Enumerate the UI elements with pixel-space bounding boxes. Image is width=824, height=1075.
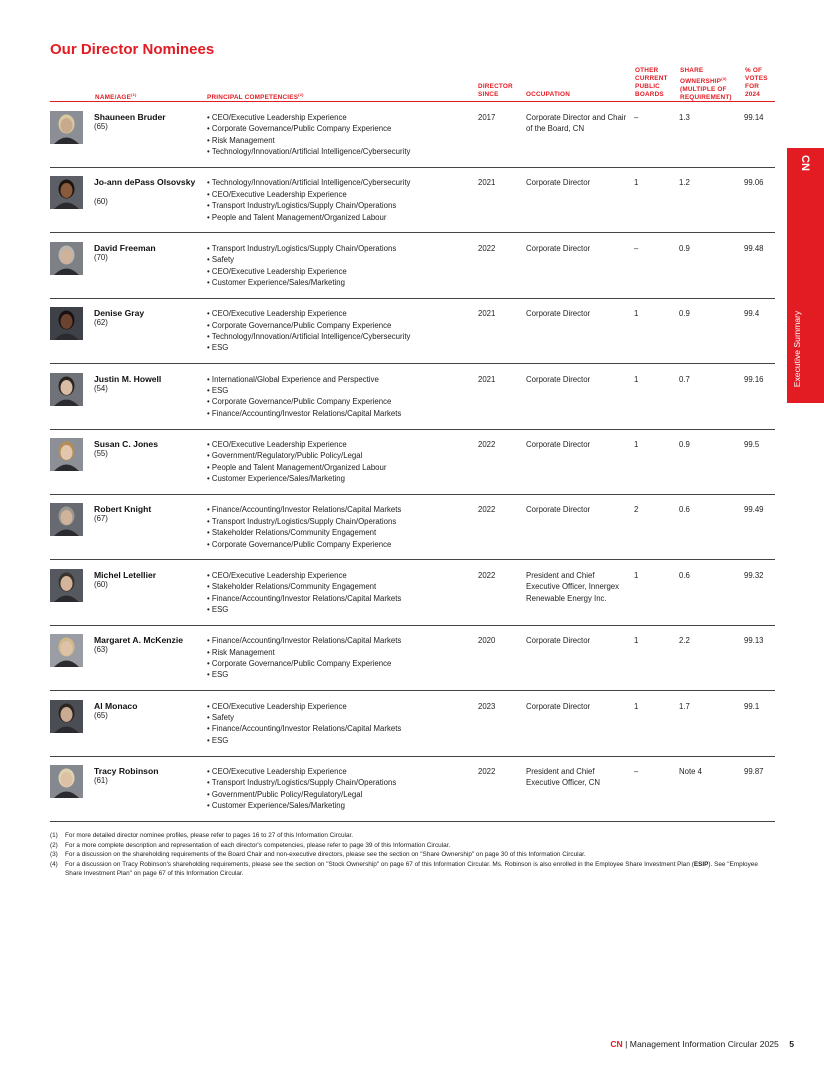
director-name: Margaret A. McKenzie [94, 635, 183, 646]
votes-percent: 99.4 [744, 309, 760, 319]
director-photo [50, 373, 83, 406]
other-public-boards: 1 [634, 570, 639, 580]
competency-list [207, 504, 472, 550]
competency-item: • Technology/Innovation/Artificial Intelligence/Cybersecurity [207, 331, 472, 342]
director-since: 2020 [478, 636, 496, 646]
director-occupation: Corporate Director [526, 309, 591, 319]
competency-item: • ESG [207, 735, 472, 746]
director-row [50, 430, 775, 495]
other-public-boards: 1 [634, 178, 639, 188]
competency-item: • Government/Regulatory/Public Policy/Legal [207, 450, 472, 461]
director-since: 2021 [478, 178, 496, 188]
director-row [50, 692, 775, 757]
director-photo [50, 503, 83, 536]
other-public-boards: 1 [634, 309, 639, 319]
other-public-boards: 1 [634, 636, 639, 646]
votes-percent: 99.16 [744, 374, 764, 384]
competency-item: • Customer Experience/Sales/Marketing [207, 277, 472, 288]
votes-percent: 99.14 [744, 113, 764, 122]
share-ownership: 1.2 [679, 178, 690, 188]
competency-item: • CEO/Executive Leadership Experience [207, 189, 472, 200]
director-age: (62) [94, 318, 108, 328]
votes-percent: 99.1 [744, 701, 760, 711]
page-number: 5 [789, 1039, 794, 1049]
director-occupation: Corporate Director [526, 178, 591, 188]
competency-item: • Finance/Accounting/Investor Relations/Capital Markets [207, 408, 472, 419]
director-photo [50, 569, 83, 602]
director-age: (55) [94, 449, 108, 458]
competency-item: • Stakeholder Relations/Community Engagement [207, 581, 472, 592]
competency-item: • Stakeholder Relations/Community Engagement [207, 527, 472, 538]
share-ownership: 0.9 [679, 309, 690, 319]
director-name: Robert Knight [94, 504, 152, 515]
competency-item: • Technology/Innovation/Artificial Intelligence/Cybersecurity [207, 146, 472, 157]
competency-item: • Safety [207, 712, 472, 723]
director-age: (67) [94, 514, 108, 524]
director-since: 2023 [478, 701, 496, 711]
director-name: Jo-ann dePass Olsovsky [94, 177, 196, 188]
other-public-boards: 1 [634, 374, 639, 384]
competency-item: • Transport Industry/Logistics/Supply Chain/Operations [207, 243, 472, 254]
director-photo [50, 176, 83, 209]
competency-list [207, 112, 472, 158]
director-photo [50, 700, 83, 733]
director-age: (61) [94, 776, 108, 785]
competency-item: • Corporate Governance/Public Company Experience [207, 320, 472, 331]
director-occupation: President and Chief Executive Officer, Innergex Renewable Energy Inc. [526, 570, 620, 603]
director-name: Shauneen Bruder [94, 112, 166, 122]
director-since: 2022 [478, 243, 496, 253]
director-photo [50, 307, 83, 340]
director-occupation: Corporate Director [526, 440, 591, 449]
other-public-boards: 1 [634, 440, 639, 449]
director-row [50, 757, 775, 822]
competency-item: • ESG [207, 342, 472, 353]
competency-item: • Finance/Accounting/Investor Relations/Capital Markets [207, 593, 472, 604]
director-occupation: Corporate Director [526, 505, 591, 515]
competency-item: • ESG [207, 604, 472, 615]
votes-percent: 99.87 [744, 767, 764, 776]
competency-item: • Finance/Accounting/Investor Relations/Capital Markets [207, 635, 472, 646]
competency-list [207, 635, 472, 681]
director-since: 2022 [478, 505, 496, 515]
competency-item: • Risk Management [207, 647, 472, 658]
director-age: (65) [94, 122, 108, 131]
other-public-boards: – [634, 767, 639, 776]
competency-list [207, 439, 472, 485]
votes-percent: 99.49 [744, 505, 764, 515]
header-director-since: DIRECTOR SINCE [478, 83, 513, 98]
header-competencies: PRINCIPAL COMPETENCIES$^{(2)}$ [207, 92, 304, 102]
director-name: Susan C. Jones [94, 439, 158, 449]
header-share-ownership: SHARE OWNERSHIP$^{(3)}$ (MULTIPLE OF REQUIREMENT) [680, 67, 732, 102]
competency-list [207, 308, 472, 354]
director-name: Michel Letellier [94, 569, 157, 580]
header-occupation: OCCUPATION [526, 91, 571, 98]
competency-item: • Transport Industry/Logistics/Supply Chain/Operations [207, 516, 472, 527]
footnote: (4) For a discussion on Tracy Robinson's shareholding requirements, please see the section on "Stock Ownership" on page 67 of this Information Circular. Ms. Robinson is also enrolled in the Employee Share Investment Plan (ESIP). See "Employee Share Investment Plan" on page 67 of this Information Circular. [50, 860, 758, 877]
competency-list [207, 177, 472, 223]
votes-percent: 99.5 [744, 440, 760, 449]
competency-item: • People and Talent Management/Organized Labour [207, 462, 472, 473]
competency-item: • People and Talent Management/Organized Labour [207, 212, 472, 223]
director-name: Justin M. Howell [94, 373, 162, 384]
share-ownership: 0.6 [679, 505, 690, 515]
competency-item: • CEO/Executive Leadership Experience [207, 570, 472, 581]
director-photo [50, 111, 83, 144]
share-ownership: Note 4 [679, 767, 702, 776]
competency-item: • CEO/Executive Leadership Experience [207, 439, 472, 450]
director-name: Denise Gray [94, 308, 145, 319]
votes-percent: 99.13 [744, 636, 764, 646]
director-since: 2021 [478, 309, 496, 319]
header-other-boards: OTHER CURRENT PUBLIC BOARDS [635, 67, 668, 98]
share-ownership: 0.9 [679, 243, 690, 253]
footnote: (1) For more detailed director nominee profiles, please refer to pages 16 to 27 of this Information Circular. [50, 832, 354, 839]
share-ownership: 1.3 [679, 113, 690, 122]
share-ownership: 2.2 [679, 636, 690, 646]
footer-doc-title: Management Information Circular 2025 [629, 1039, 779, 1049]
share-ownership: 0.6 [679, 570, 690, 580]
competency-list [207, 701, 472, 747]
director-row [50, 103, 775, 168]
director-row [50, 561, 775, 626]
director-age: (60) [94, 579, 108, 589]
competency-item: • CEO/Executive Leadership Experience [207, 308, 472, 319]
director-age: (54) [94, 383, 108, 393]
director-photo [50, 765, 83, 798]
competency-list [207, 243, 472, 289]
other-public-boards: 2 [634, 505, 639, 515]
competency-item: • Customer Experience/Sales/Marketing [207, 473, 472, 484]
director-since: 2022 [478, 570, 496, 580]
competency-item: • Finance/Accounting/Investor Relations/Capital Markets [207, 723, 472, 734]
votes-percent: 99.06 [744, 178, 764, 188]
footnote: (2) For a more complete description and representation of each director's competencies, please refer to page 39 of this Information Circular. [50, 841, 451, 849]
director-age: (60) [94, 197, 108, 207]
share-ownership: 0.7 [679, 374, 690, 384]
director-since: 2017 [478, 113, 496, 122]
competency-item: • Safety [207, 254, 472, 265]
footnotes [50, 831, 762, 879]
competency-item: • CEO/Executive Leadership Experience [207, 266, 472, 277]
competency-list [207, 374, 472, 420]
competency-item: • CEO/Executive Leadership Experience [207, 701, 472, 712]
other-public-boards: – [634, 113, 639, 122]
header-divider [50, 101, 775, 102]
page-title: Our Director Nominees [50, 41, 215, 58]
director-since: 2022 [478, 767, 496, 776]
competency-item: • Risk Management [207, 135, 472, 146]
page-footer [610, 1039, 794, 1049]
director-occupation: Corporate Director [526, 374, 591, 384]
director-occupation: President and Chief Executive Officer, CN [526, 767, 600, 788]
competency-item: • Corporate Governance/Public Company Experience [207, 396, 472, 407]
competency-item: • Corporate Governance/Public Company Experience [207, 123, 472, 134]
competency-item: • Customer Experience/Sales/Marketing [207, 800, 472, 811]
director-occupation: Corporate Director [526, 636, 591, 646]
director-photo [50, 242, 83, 275]
competency-list [207, 570, 472, 616]
competency-item: • CEO/Executive Leadership Experience [207, 112, 472, 123]
director-row [50, 234, 775, 299]
footnote: (3) For a discussion on the shareholding requirements of the Board Chair and non-executive directors, please see the section on "Share Ownership" on page 30 of this Information Circular. [50, 851, 586, 858]
header-votes: % OF VOTES FOR 2024 [745, 67, 768, 98]
director-occupation: Corporate Director [526, 701, 591, 711]
competency-item: • International/Global Experience and Perspective [207, 374, 472, 385]
competency-item: • Corporate Governance/Public Company Experience [207, 658, 472, 669]
competency-item: • ESG [207, 385, 472, 396]
competency-item: • Government/Public Policy/Regulatory/Legal [207, 789, 472, 800]
director-row [50, 299, 775, 364]
director-name: David Freeman [94, 242, 156, 253]
director-row [50, 168, 775, 233]
footer-brand: CN [610, 1039, 623, 1049]
competency-item: • ESG [207, 669, 472, 680]
director-photo [50, 634, 83, 667]
director-name: Al Monaco [94, 700, 138, 711]
director-occupation: Corporate Director [526, 243, 591, 253]
votes-percent: 99.48 [744, 243, 764, 253]
cn-logo: CN [799, 155, 811, 171]
competency-item: • CEO/Executive Leadership Experience [207, 766, 472, 777]
other-public-boards: – [634, 243, 639, 253]
competency-item: • Transport Industry/Logistics/Supply Chain/Operations [207, 200, 472, 211]
competency-list [207, 766, 472, 812]
competency-item: • Technology/Innovation/Artificial Intelligence/Cybersecurity [207, 177, 472, 188]
footer-separator: | [625, 1039, 628, 1049]
director-age: (65) [94, 710, 108, 720]
director-name: Tracy Robinson [94, 766, 159, 776]
director-since: 2022 [478, 440, 496, 449]
competency-item: • Transport Industry/Logistics/Supply Chain/Operations [207, 777, 472, 788]
director-photo [50, 438, 83, 471]
director-occupation: Corporate Director and Chair of the Board, CN [526, 113, 627, 134]
director-row [50, 495, 775, 560]
director-since: 2021 [478, 374, 496, 384]
other-public-boards: 1 [634, 701, 639, 711]
competency-item: • Corporate Governance/Public Company Experience [207, 539, 472, 550]
share-ownership: 1.7 [679, 701, 690, 711]
header-name-age: NAME/AGE$^{(1)}$ [95, 92, 137, 102]
votes-percent: 99.32 [744, 570, 764, 580]
share-ownership: 0.9 [679, 440, 690, 449]
competency-item: • Finance/Accounting/Investor Relations/Capital Markets [207, 504, 472, 515]
row-divider [50, 821, 775, 822]
director-row [50, 365, 775, 430]
director-row [50, 626, 775, 691]
director-age: (63) [94, 645, 108, 655]
director-age: (70) [94, 252, 108, 262]
section-tab-label: Executive Summary [792, 310, 802, 388]
